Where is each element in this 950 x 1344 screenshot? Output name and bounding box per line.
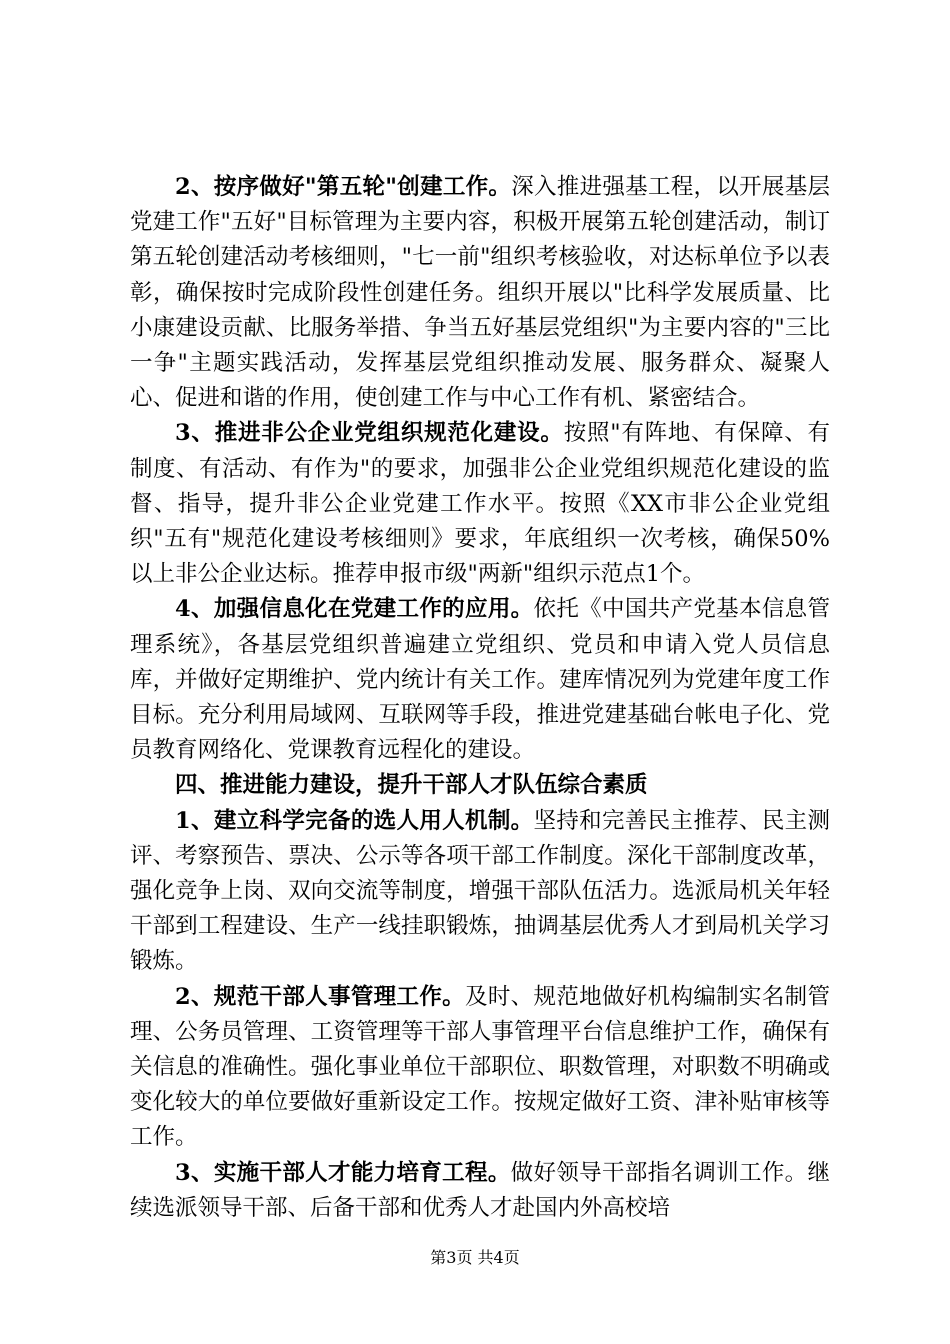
document-page [130,170,830,1226]
paragraph-section4-2 [130,980,830,1156]
paragraph-body: 深入推进强基工程，以开展基层党建工作"五好"目标管理为主要内容，积极开展第五轮创建活动，制订第五轮创建活动考核细则，"七一前"组织考核验收，对达标单位予以表彰，确保按时完成阶段性创建任务。组织开展以"比科学发展质量、比小康建设贡献、比服务举措、争当五好基层党组织"为主要内容的"三比一争"主题实践活动，发挥基层党组织推动发展、服务群众、凝聚人心、促进和谐的作用，使创建工作与中心工作有机、紧密结合。 [130,174,830,412]
paragraph-3 [130,416,830,592]
page-number: 第3页 共4页 [430,1248,520,1267]
paragraph-lead: 3、推进非公企业党组织规范化建设。 [175,420,564,447]
paragraph-lead: 4、加强信息化在党建工作的应用。 [175,596,534,623]
paragraph-body: 做好领导干部指名调训工作。继续选派领导干部、后备干部和优秀人才赴国内外高校培 [130,1159,830,1221]
paragraph-lead: 2、按序做好"第五轮"创建工作。 [175,174,512,200]
paragraph-body: 坚持和完善民主推荐、民主测评、考察预告、票决、公示等各项干部工作制度。深化干部制度改革，强化竞争上岗、双向交流等制度，增强干部队伍活力。选派局机关年轻干部到工程建设、生产一线挂职锻炼，抽调基层优秀人才到局机关学习锻炼。 [130,807,830,975]
paragraph-body: 及时、规范地做好机构编制实名制管理、公务员管理、工资管理等干部人事管理平台信息维护工作，确保有关信息的准确性。强化事业单位干部职位、职数管理，对职数不明确或变化较大的单位要做好重新设定工作。按规定做好工资、津补贴审核等工作。 [130,983,830,1151]
paragraph-lead: 3、实施干部人才能力培育工程。 [175,1159,511,1186]
paragraph-lead: 1、建立科学完备的选人用人机制。 [175,807,534,834]
paragraph-body: 依托《中国共产党基本信息管理系统》，各基层党组织普遍建立党组织、党员和申请入党人员信息库，并做好定期维护、党内统计有关工作。建库情况列为党建年度工作目标。充分利用局域网、互联网等手段，推进党建基础台帐电子化、党员教育网络化、党课教育远程化的建设。 [130,596,830,764]
paragraph-2 [130,170,830,416]
section-heading: 四、推进能力建设，提升干部人才队伍综合素质 [175,772,648,799]
paragraph-4 [130,592,830,768]
paragraph-section4-1 [130,804,830,980]
paragraph-section4-3 [130,1156,830,1226]
paragraph-body: 按照"有阵地、有保障、有制度、有活动、有作为"的要求，加强非公企业党组织规范化建设的监督、指导，提升非公企业党建工作水平。按照《XX市非公企业党组织"五有"规范化建设考核细则》要求，年底组织一次考核，确保50%以上非公企业达标。推荐申报市级"两新"组织示范点1个。 [130,420,830,588]
paragraph-lead: 2、规范干部人事管理工作。 [175,983,465,1010]
page-footer [0,1245,950,1268]
